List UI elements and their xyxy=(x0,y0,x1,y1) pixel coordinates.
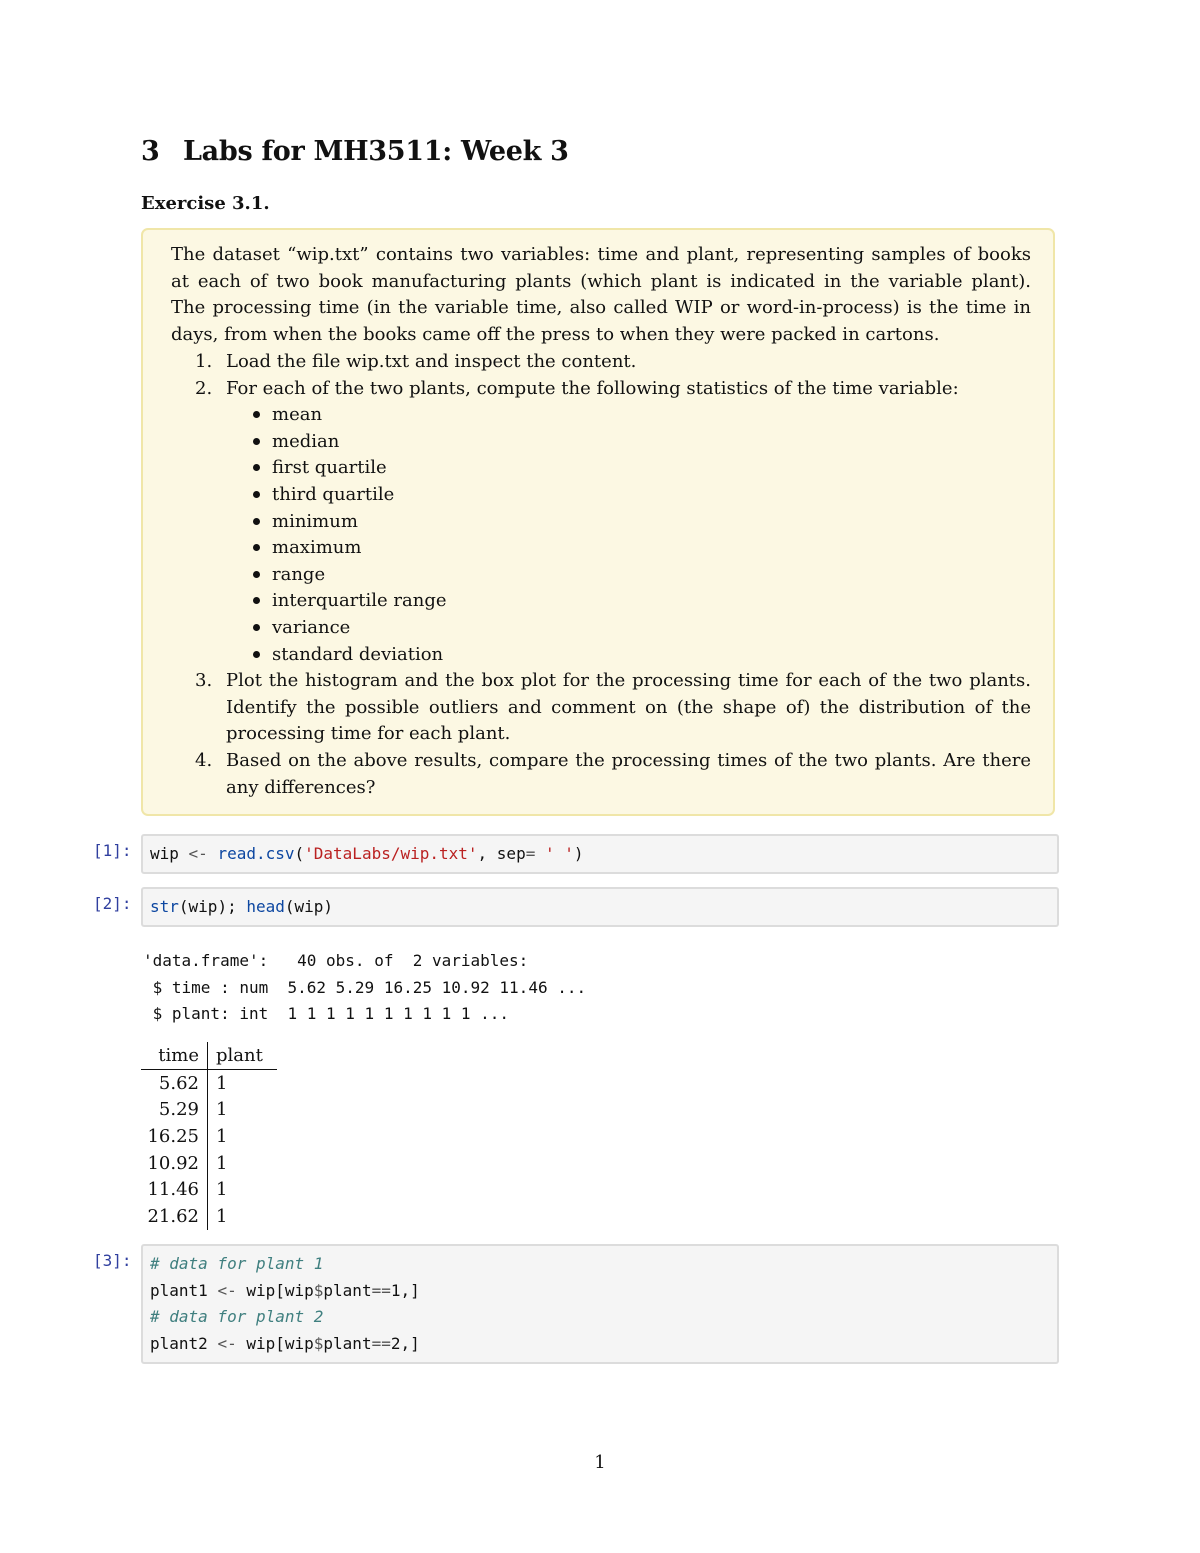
bullet-icon xyxy=(253,438,260,445)
list-item: variance xyxy=(272,615,1031,642)
statistics-list xyxy=(226,402,1031,668)
cell-prompt: [1]: xyxy=(93,841,132,860)
bullet-icon xyxy=(253,411,260,418)
code-cell-1[interactable]: wip <- read.csv('DataLabs/wip.txt', sep= ' ') xyxy=(141,834,1059,874)
task-text: any differences? xyxy=(226,776,376,798)
cell-prompt: [2]: xyxy=(93,894,132,913)
task-text: Based on the above results, compare the processing times of the two plants. Are there xyxy=(226,749,1031,771)
exercise-intro xyxy=(171,242,1031,348)
task-text: Identify the possible outliers and comment on (the shape of) the distribution of the xyxy=(226,696,1031,718)
task-text: For each of the two plants, compute the following statistics of the time variable: xyxy=(226,377,959,399)
task-text: Plot the histogram and the box plot for the processing time for each of the two plants. xyxy=(226,670,1031,692)
intro-line: at each of two book manufacturing plants (which plant is indicated in the variable plant). xyxy=(171,270,1031,292)
task-item xyxy=(171,349,1031,376)
bullet-icon xyxy=(253,597,260,604)
bullet-icon xyxy=(253,464,260,471)
task-number: 1. xyxy=(195,351,213,372)
intro-line: days, from when the books came off the press to when they were packed in cartons. xyxy=(171,323,940,345)
data-table xyxy=(141,1042,277,1230)
cell-prompt: [3]: xyxy=(93,1251,132,1270)
table-header-row xyxy=(141,1042,277,1070)
table-row: 5.62 1 xyxy=(141,1070,277,1097)
section-heading xyxy=(141,136,569,167)
list-item: third quartile xyxy=(272,482,1031,509)
list-item: standard deviation xyxy=(272,642,1031,669)
task-text: processing time for each plant. xyxy=(226,723,511,745)
bullet-icon xyxy=(253,651,260,658)
list-item: first quartile xyxy=(272,455,1031,482)
page-number: 1 xyxy=(594,1452,606,1473)
code-cell-3[interactable]: # data for plant 1 plant1 <- wip[wip$plant==1,] # data for plant 2 plant2 <- wip[wip$plant==2,] xyxy=(141,1244,1059,1364)
section-title: Labs for MH3511: Week 3 xyxy=(183,136,569,167)
task-item xyxy=(171,748,1031,801)
table-row: 11.46 1 xyxy=(141,1176,277,1203)
exercise-label: Exercise 3.1. xyxy=(141,193,270,214)
bullet-icon xyxy=(253,624,260,631)
table-row: 21.62 1 xyxy=(141,1203,277,1230)
task-item xyxy=(171,668,1031,748)
table-row: 10.92 1 xyxy=(141,1150,277,1177)
bullet-icon xyxy=(253,571,260,578)
list-item: interquartile range xyxy=(272,588,1031,615)
list-item: mean xyxy=(272,402,1031,429)
task-item xyxy=(171,376,1031,669)
list-item: minimum xyxy=(272,509,1031,536)
bullet-icon xyxy=(253,518,260,525)
task-number: 4. xyxy=(195,749,213,771)
table-row: 5.29 1 xyxy=(141,1097,277,1124)
task-list xyxy=(171,349,1031,801)
column-header: time xyxy=(141,1042,208,1070)
bullet-icon xyxy=(253,544,260,551)
bullet-icon xyxy=(253,491,260,498)
section-number: 3 xyxy=(141,136,160,167)
task-number: 3. xyxy=(195,670,213,692)
table-row: 16.25 1 xyxy=(141,1123,277,1150)
column-header: plant xyxy=(208,1042,277,1070)
str-output: 'data.frame': 40 obs. of 2 variables: $ time : num 5.62 5.29 16.25 10.92 11.46 ... $ plant: int 1 1 1 1 1 1 1 1 1 1 ... xyxy=(143,951,587,1023)
list-item: maximum xyxy=(272,535,1031,562)
intro-line: The processing time (in the variable time, also called WIP or word-in-process) is the time in xyxy=(171,297,1031,319)
list-item: median xyxy=(272,429,1031,456)
code-cell-2[interactable]: str(wip); head(wip) xyxy=(141,887,1059,927)
list-item: range xyxy=(272,562,1031,589)
task-text: Load the file wip.txt and inspect the content. xyxy=(226,351,637,372)
intro-line: The dataset “wip.txt” contains two variables: time and plant, representing samples of books xyxy=(171,244,1031,265)
task-number: 2. xyxy=(195,377,213,399)
